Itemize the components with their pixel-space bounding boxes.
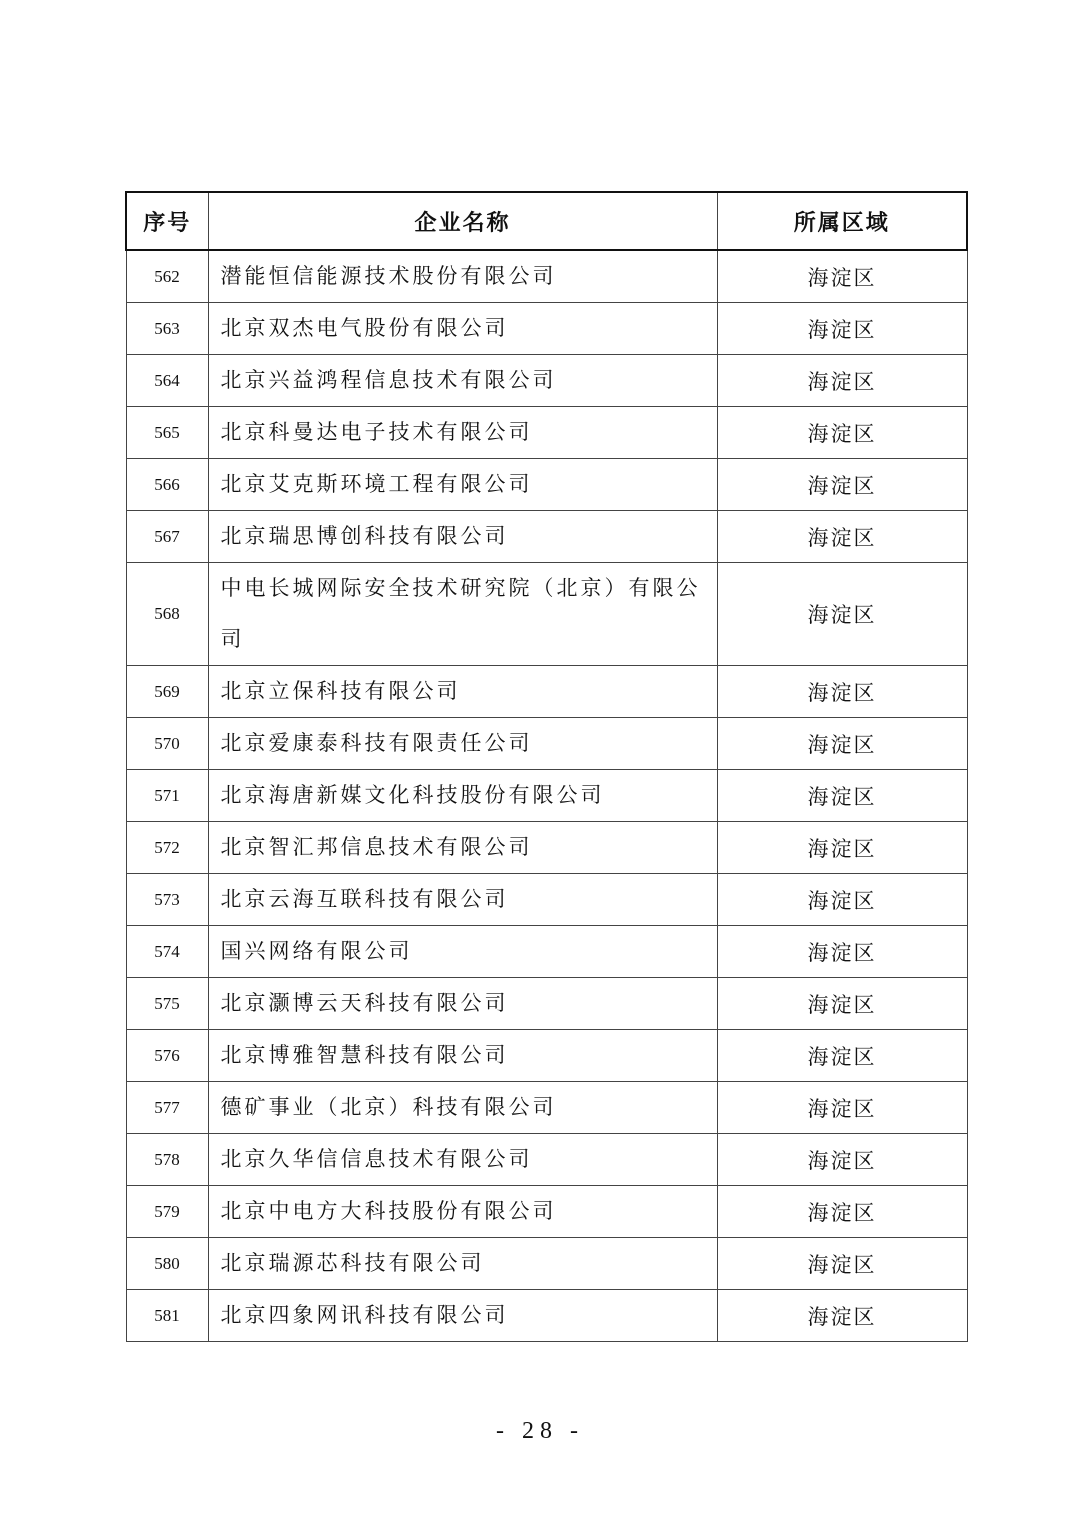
district: 海淀区 (717, 1082, 967, 1134)
district: 海淀区 (717, 563, 967, 666)
serial-number: 565 (126, 407, 208, 459)
table-row (126, 822, 967, 874)
company-name: 北京双杰电气股份有限公司 (208, 303, 717, 355)
company-name: 北京兴益鸿程信息技术有限公司 (208, 355, 717, 407)
serial-number: 564 (126, 355, 208, 407)
company-name: 国兴网络有限公司 (208, 926, 717, 978)
table-row (126, 1082, 967, 1134)
serial-number: 577 (126, 1082, 208, 1134)
header-company-name: 企业名称 (208, 192, 717, 250)
serial-number: 578 (126, 1134, 208, 1186)
enterprise-table (125, 191, 968, 1342)
serial-number: 574 (126, 926, 208, 978)
company-name: 北京艾克斯环境工程有限公司 (208, 459, 717, 511)
company-name: 德矿事业（北京）科技有限公司 (208, 1082, 717, 1134)
table-row (126, 1290, 967, 1342)
district: 海淀区 (717, 303, 967, 355)
header-district: 所属区域 (717, 192, 967, 250)
district: 海淀区 (717, 250, 967, 303)
district: 海淀区 (717, 770, 967, 822)
table-row (126, 874, 967, 926)
company-name: 潜能恒信能源技术股份有限公司 (208, 250, 717, 303)
district: 海淀区 (717, 407, 967, 459)
company-name: 北京博雅智慧科技有限公司 (208, 1030, 717, 1082)
table-row (126, 563, 967, 666)
district: 海淀区 (717, 1030, 967, 1082)
serial-number: 563 (126, 303, 208, 355)
serial-number: 576 (126, 1030, 208, 1082)
company-name: 北京爱康泰科技有限责任公司 (208, 718, 717, 770)
district: 海淀区 (717, 926, 967, 978)
company-name: 中电长城网际安全技术研究院（北京）有限公司 (208, 563, 717, 666)
table-row (126, 511, 967, 563)
table-row (126, 978, 967, 1030)
table-header-row (126, 192, 967, 250)
serial-number: 572 (126, 822, 208, 874)
table-row (126, 250, 967, 303)
serial-number: 573 (126, 874, 208, 926)
table-row (126, 1238, 967, 1290)
table-row (126, 1030, 967, 1082)
serial-number: 562 (126, 250, 208, 303)
company-name: 北京久华信信息技术有限公司 (208, 1134, 717, 1186)
district: 海淀区 (717, 822, 967, 874)
table-row (126, 1186, 967, 1238)
company-name: 北京四象网讯科技有限公司 (208, 1290, 717, 1342)
serial-number: 566 (126, 459, 208, 511)
company-name: 北京智汇邦信息技术有限公司 (208, 822, 717, 874)
serial-number: 568 (126, 563, 208, 666)
table-row (126, 770, 967, 822)
district: 海淀区 (717, 1238, 967, 1290)
district: 海淀区 (717, 511, 967, 563)
company-name: 北京中电方大科技股份有限公司 (208, 1186, 717, 1238)
company-name: 北京科曼达电子技术有限公司 (208, 407, 717, 459)
company-name: 北京云海互联科技有限公司 (208, 874, 717, 926)
serial-number: 575 (126, 978, 208, 1030)
table-row (126, 926, 967, 978)
company-name: 北京灏博云天科技有限公司 (208, 978, 717, 1030)
district: 海淀区 (717, 355, 967, 407)
company-name: 北京立保科技有限公司 (208, 666, 717, 718)
table-row (126, 718, 967, 770)
company-name: 北京瑞源芯科技有限公司 (208, 1238, 717, 1290)
serial-number: 569 (126, 666, 208, 718)
serial-number: 567 (126, 511, 208, 563)
serial-number: 580 (126, 1238, 208, 1290)
header-serial-number: 序号 (126, 192, 208, 250)
district: 海淀区 (717, 459, 967, 511)
district: 海淀区 (717, 1290, 967, 1342)
table-row (126, 407, 967, 459)
serial-number: 570 (126, 718, 208, 770)
district: 海淀区 (717, 1134, 967, 1186)
district: 海淀区 (717, 1186, 967, 1238)
district: 海淀区 (717, 718, 967, 770)
company-name: 北京瑞思博创科技有限公司 (208, 511, 717, 563)
serial-number: 579 (126, 1186, 208, 1238)
table-row (126, 303, 967, 355)
table-row (126, 459, 967, 511)
serial-number: 581 (126, 1290, 208, 1342)
district: 海淀区 (717, 978, 967, 1030)
table-row (126, 1134, 967, 1186)
district: 海淀区 (717, 874, 967, 926)
serial-number: 571 (126, 770, 208, 822)
page-number: - 28 - (496, 1418, 584, 1444)
district: 海淀区 (717, 666, 967, 718)
company-name: 北京海唐新媒文化科技股份有限公司 (208, 770, 717, 822)
table-row (126, 355, 967, 407)
table-row (126, 666, 967, 718)
